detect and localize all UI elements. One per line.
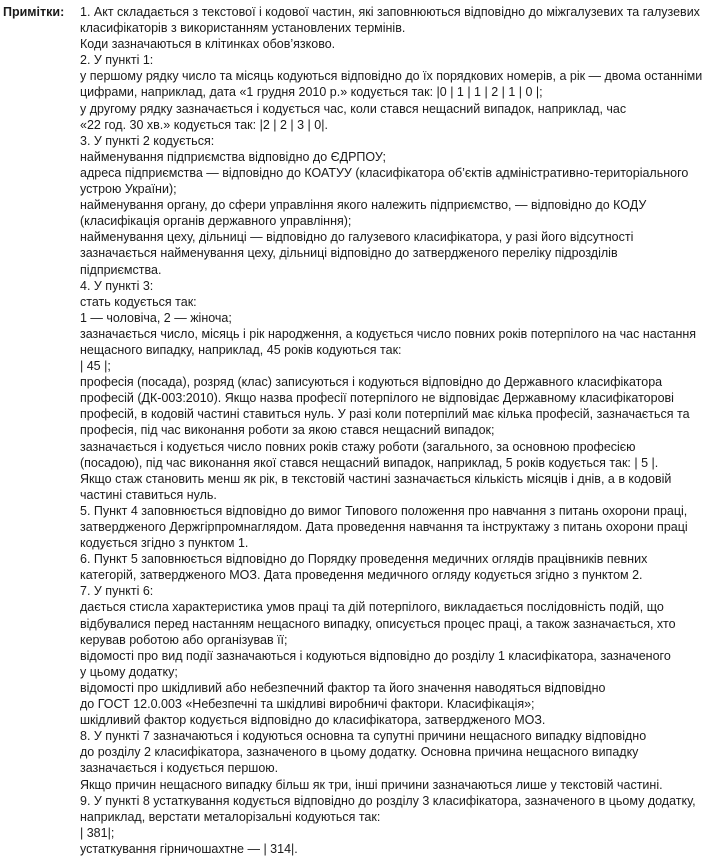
note-line: 4. У пункті 3:: [80, 278, 154, 293]
note-line: устаткування гірничошахтне — | 314|.: [80, 841, 298, 856]
note-line: професій, в кодовій частині ставиться нуль. У разі коли потерпілий має кілька професій, зазначається та: [80, 407, 690, 422]
note-line: підприємства.: [80, 262, 162, 277]
note-line: адреса підприємства — відповідно до КОАТУУ (класифікатора об’єктів адміністративно-територіального: [80, 165, 689, 180]
note-line: стать кодується так:: [80, 294, 197, 309]
note-line: наприклад, верстати металорізальні кодуються так:: [80, 809, 381, 824]
note-line: зазначається і кодується першою.: [80, 761, 279, 776]
note-line: у другому рядку зазначається і кодується час, коли стався нещасний випадок, наприклад, час: [80, 101, 627, 116]
note-line: затвердженого Держгірпромнаглядом. Дата проведення навчання та інструктажу з питань охорони праці: [80, 520, 688, 534]
note-line: найменування підприємства відповідно до ЄДРПОУ;: [80, 149, 386, 164]
note-line: до ГОСТ 12.0.003 «Небезпечні та шкідливі виробничі фактори. Класифікація»;: [80, 697, 535, 712]
note-line: у цьому додатку;: [80, 664, 178, 679]
note-line: 3. У пункті 2 кодується:: [80, 133, 215, 148]
note-line: професія (посада), розряд (клас) записуються і кодуються відповідно до Державного класифікатора: [80, 375, 663, 390]
note-line: Якщо стаж становить менш як рік, в текстовій частині зазначається кількість місяців і днів, а в кодовій: [80, 471, 672, 486]
notes-body: [80, 4, 708, 857]
note-line: | 381|;: [80, 825, 115, 840]
note-line: 6. Пункт 5 заповнюється відповідно до Порядку проведення медичних оглядів працівників певних: [80, 552, 648, 567]
note-line: Якщо причин нещасного випадку більш як три, інші причини зазначаються лише у текстовій частині.: [80, 777, 663, 792]
note-line: 9. У пункті 8 устаткування кодується відповідно до розділу 3 класифікатора, зазначеного в цьому додатку,: [80, 793, 696, 808]
note-line: (класифікація органів державного управління);: [80, 214, 352, 229]
note-line: нещасного випадку, наприклад, 45 років кодуються так:: [80, 342, 402, 357]
note-line: частині ставиться нуль.: [80, 487, 217, 502]
note-line: зазначається і кодується число повних років стажу роботи (загального, за основною професією: [80, 439, 636, 454]
note-line: 1. Акт складається з текстової і кодової частин, які заповнюються відповідно до міжгалузевих та галузевих: [80, 5, 700, 19]
note-line: зазначається число, місяць і рік народження, а кодується число повних років потерпілого на час настання: [80, 326, 697, 341]
note-line: (посадою), під час виконання якої стався нещасний випадок, наприклад, 5 років кодується так: | 5 |.: [80, 455, 659, 470]
note-line: до розділу 2 класифікатора, зазначеного в цьому додатку. Основна причина нещасного випадку: [80, 745, 639, 760]
note-line: категорій, затвердженого МОЗ. Дата проведення медичного огляду кодується згідно з пунктом 2.: [80, 568, 643, 583]
note-line: професій (ДК-003:2010). Якщо назва професії потерпілого не відповідає Державному класифікаторові: [80, 391, 674, 406]
note-line: відомості про вид події зазначаються і кодуються відповідно до розділу 1 класифікатора, зазначеного: [80, 648, 671, 663]
note-line: шкідливий фактор кодується відповідно до класифікатора, затвердженого МОЗ.: [80, 713, 546, 728]
note-line: цифрами, наприклад, дата «1 грудня 2010 р.» кодується так: |0 | 1 | 1 | 2 | 1 | 0 |;: [80, 85, 543, 100]
note-line: зазначається найменування цеху, дільниці відповідно до затвердженого переліку підрозділів: [80, 246, 618, 261]
note-line: Коди зазначаються в клітинках обов’язково.: [80, 37, 336, 52]
note-line: устрою України);: [80, 182, 177, 197]
note-line: дається стисла характеристика умов праці та дій потерпілого, викладається послідовність подій, що: [80, 600, 664, 615]
note-line: 1 — чоловіча, 2 — жіноча;: [80, 310, 232, 325]
note-line: класифікаторів з використанням установлених термінів.: [80, 21, 406, 36]
note-line: професія, під час виконання роботи за якою стався нещасний випадок;: [80, 423, 495, 438]
note-line: відомості про шкідливий або небезпечний фактор та його значення наводяться відповідно: [80, 680, 606, 695]
note-line: керував роботою або організував її;: [80, 632, 288, 647]
note-line: 2. У пункті 1:: [80, 53, 154, 68]
note-line: найменування цеху, дільниці — відповідно до галузевого класифікатора, у разі його відсутності: [80, 230, 634, 245]
note-line: кодується згідно з пунктом 1.: [80, 536, 249, 551]
note-line: у першому рядку число та місяць кодуються відповідно до їх порядкових номерів, а рік — двома останніми: [80, 69, 703, 84]
note-line: найменування органу, до сфери управління якого належить підприємство, — відповідно до КОДУ: [80, 198, 647, 213]
note-line: «22 год. 30 хв.» кодується так: |2 | 2 | 3 | 0|.: [80, 117, 328, 132]
note-line: 7. У пункті 6:: [80, 584, 154, 599]
notes-label: Примітки:: [3, 5, 65, 19]
note-line: | 45 |;: [80, 359, 111, 374]
note-line: 8. У пункті 7 зазначаються і кодуються основна та супутні причини нещасного випадку відповідно: [80, 729, 647, 744]
note-line: відбувалися перед настанням нещасного випадку, описується процес праці, а також зазначається, хто: [80, 616, 676, 631]
note-line: 5. Пункт 4 заповнюється відповідно до вимог Типового положення про навчання з питань охорони праці,: [80, 503, 688, 518]
